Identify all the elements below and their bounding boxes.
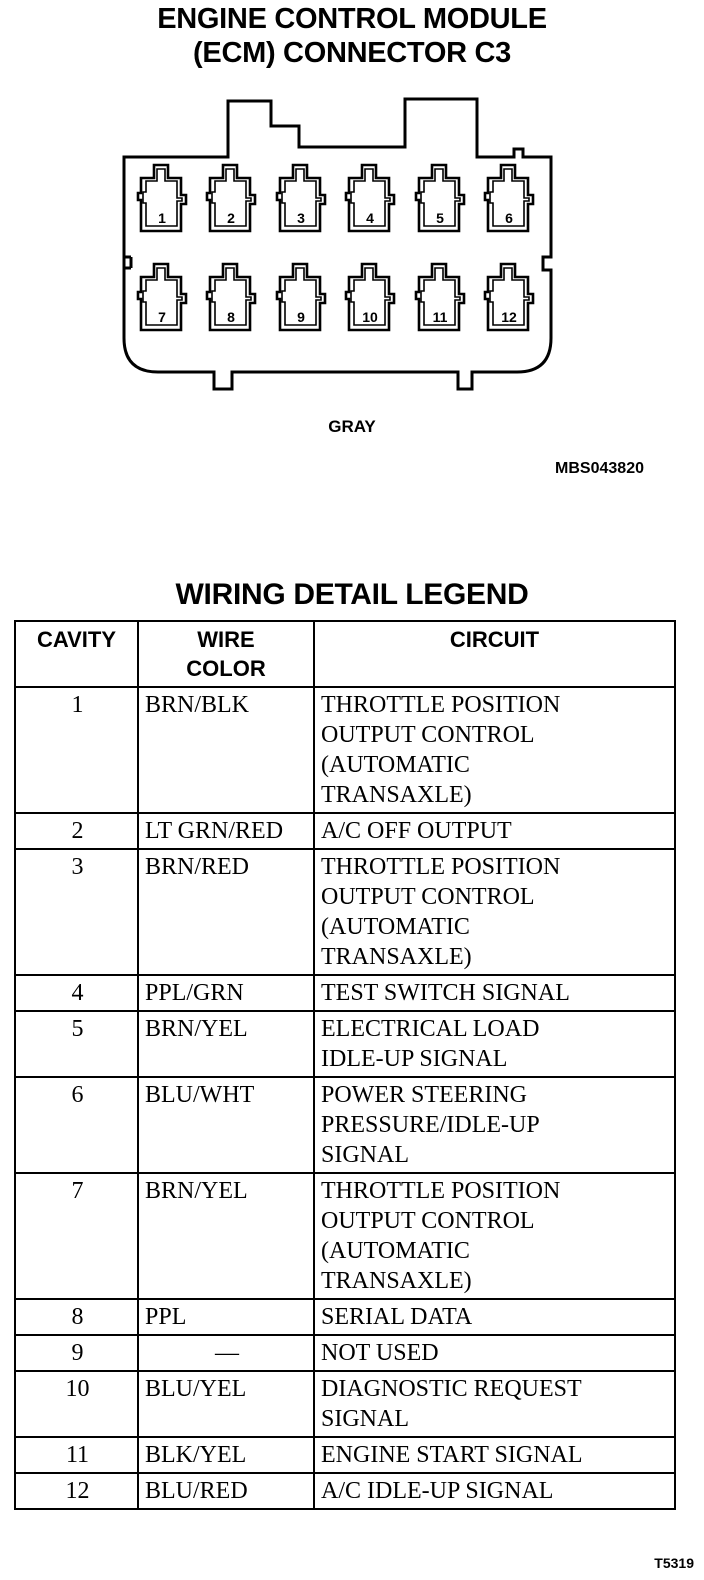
- cavity-cell: 1: [15, 687, 138, 813]
- cavity-terminal: [416, 264, 464, 330]
- legend-row: [15, 813, 675, 849]
- footer-code: T5319: [654, 1555, 694, 1571]
- diagram-title-line1: ENGINE CONTROL MODULE: [157, 3, 547, 35]
- cavity-cell: 5: [15, 1011, 138, 1077]
- cavity-cell: 4: [15, 975, 138, 1011]
- legend-row: [15, 1437, 675, 1473]
- wire-color-cell: BLU/YEL: [138, 1371, 314, 1437]
- circuit-cell: [314, 975, 675, 1011]
- cavity-number-label: 1: [158, 210, 166, 226]
- circuit-line: ENGINE START SIGNAL: [321, 1442, 583, 1468]
- wire-color-cell: BRN/YEL: [138, 1011, 314, 1077]
- circuit-cell: [314, 1371, 675, 1437]
- circuit-line: THROTTLE POSITION: [321, 854, 561, 880]
- figure-code: MBS043820: [555, 460, 644, 477]
- cavity-cell: 9: [15, 1335, 138, 1371]
- cavity-terminal: [346, 264, 394, 330]
- circuit-line: (AUTOMATIC: [321, 1238, 470, 1264]
- wire-color-cell: PPL/GRN: [138, 975, 314, 1011]
- cavity-cell: 2: [15, 813, 138, 849]
- circuit-line: TRANSAXLE): [321, 944, 472, 970]
- circuit-line: OUTPUT CONTROL: [321, 722, 535, 748]
- legend-row: [15, 1473, 675, 1509]
- circuit-line: SIGNAL: [321, 1406, 409, 1432]
- circuit-line: OUTPUT CONTROL: [321, 884, 535, 910]
- circuit-line: THROTTLE POSITION: [321, 1178, 561, 1204]
- wire-color-cell: LT GRN/RED: [138, 813, 314, 849]
- circuit-cell: [314, 1335, 675, 1371]
- circuit-line: DIAGNOSTIC REQUEST: [321, 1376, 582, 1402]
- cavity-cell: 3: [15, 849, 138, 975]
- header-wire-color: [138, 621, 314, 687]
- cavity-terminal: [207, 264, 255, 330]
- circuit-line: IDLE-UP SIGNAL: [321, 1046, 508, 1072]
- cavity-terminal: [138, 165, 186, 231]
- legend-row: [15, 1011, 675, 1077]
- connector-color-label: GRAY: [328, 417, 376, 436]
- cavity-cell: 10: [15, 1371, 138, 1437]
- cavity-number-label: 9: [297, 309, 305, 325]
- circuit-line: ELECTRICAL LOAD: [321, 1016, 540, 1042]
- cavity-terminal: [346, 165, 394, 231]
- circuit-line: POWER STEERING: [321, 1082, 527, 1108]
- legend-header-row: [15, 621, 675, 687]
- legend-body: [15, 687, 675, 1509]
- legend-title: WIRING DETAIL LEGEND: [175, 578, 529, 611]
- legend-row: [15, 1335, 675, 1371]
- circuit-cell: [314, 1011, 675, 1077]
- cavity-terminal: [207, 165, 255, 231]
- legend-row: [15, 975, 675, 1011]
- circuit-cell: [314, 849, 675, 975]
- cavity-number-label: 3: [297, 210, 305, 226]
- wire-color-cell: BLU/WHT: [138, 1077, 314, 1173]
- header-circuit: CIRCUIT: [314, 621, 675, 687]
- circuit-line: SERIAL DATA: [321, 1304, 473, 1330]
- cavity-cell: 12: [15, 1473, 138, 1509]
- cavity-cell: 8: [15, 1299, 138, 1335]
- wiring-legend-table: [14, 620, 676, 1510]
- circuit-line: THROTTLE POSITION: [321, 692, 561, 718]
- circuit-line: SIGNAL: [321, 1142, 409, 1168]
- circuit-cell: [314, 1299, 675, 1335]
- cavity-number-label: 10: [362, 309, 378, 325]
- circuit-cell: [314, 1473, 675, 1509]
- wire-color-cell: BRN/RED: [138, 849, 314, 975]
- cavity-number-label: 8: [227, 309, 235, 325]
- cavity-cell: 7: [15, 1173, 138, 1299]
- header-wire-color-line1: WIRE: [197, 627, 255, 652]
- legend-row: [15, 1371, 675, 1437]
- cavity-number-label: 6: [505, 210, 513, 226]
- legend-row: [15, 1077, 675, 1173]
- circuit-cell: [314, 1173, 675, 1299]
- diagram-title-line2: (ECM) CONNECTOR C3: [193, 37, 511, 69]
- connector-c3-diagram: [0, 0, 704, 400]
- legend-row: [15, 687, 675, 813]
- circuit-cell: [314, 687, 675, 813]
- circuit-line: (AUTOMATIC: [321, 914, 470, 940]
- circuit-line: A/C OFF OUTPUT: [321, 818, 512, 844]
- cavity-number-label: 12: [501, 309, 517, 325]
- circuit-line: A/C IDLE-UP SIGNAL: [321, 1478, 554, 1504]
- wire-color-cell: BRN/YEL: [138, 1173, 314, 1299]
- cavity-terminal: [485, 264, 533, 330]
- cavity-number-label: 2: [227, 210, 235, 226]
- circuit-line: TRANSAXLE): [321, 1268, 472, 1294]
- legend-row: [15, 1299, 675, 1335]
- header-wire-color-line2: COLOR: [186, 656, 266, 681]
- wire-color-cell: BLK/YEL: [138, 1437, 314, 1473]
- cavity-terminal: [138, 264, 186, 330]
- header-cavity: CAVITY: [15, 621, 138, 687]
- circuit-line: (AUTOMATIC: [321, 752, 470, 778]
- cavity-cell: 6: [15, 1077, 138, 1173]
- circuit-line: PRESSURE/IDLE-UP: [321, 1112, 540, 1138]
- circuit-line: TEST SWITCH SIGNAL: [321, 980, 570, 1006]
- cavity-number-label: 11: [432, 309, 448, 325]
- circuit-cell: [314, 1077, 675, 1173]
- cavity-number-label: 7: [158, 309, 166, 325]
- circuit-line: NOT USED: [321, 1340, 439, 1366]
- cavity-group: [138, 165, 533, 330]
- cavity-terminal: [416, 165, 464, 231]
- wire-color-cell: BRN/BLK: [138, 687, 314, 813]
- cavity-terminal: [485, 165, 533, 231]
- wire-color-cell: —: [138, 1335, 314, 1371]
- circuit-cell: [314, 813, 675, 849]
- cavity-number-label: 4: [366, 210, 374, 226]
- circuit-line: OUTPUT CONTROL: [321, 1208, 535, 1234]
- circuit-line: TRANSAXLE): [321, 782, 472, 808]
- cavity-terminal: [277, 264, 325, 330]
- circuit-cell: [314, 1437, 675, 1473]
- connector-housing: [124, 99, 551, 389]
- wire-color-cell: PPL: [138, 1299, 314, 1335]
- cavity-cell: 11: [15, 1437, 138, 1473]
- cavity-terminal: [277, 165, 325, 231]
- legend-row: [15, 1173, 675, 1299]
- wire-color-cell: BLU/RED: [138, 1473, 314, 1509]
- legend-row: [15, 849, 675, 975]
- cavity-number-label: 5: [436, 210, 444, 226]
